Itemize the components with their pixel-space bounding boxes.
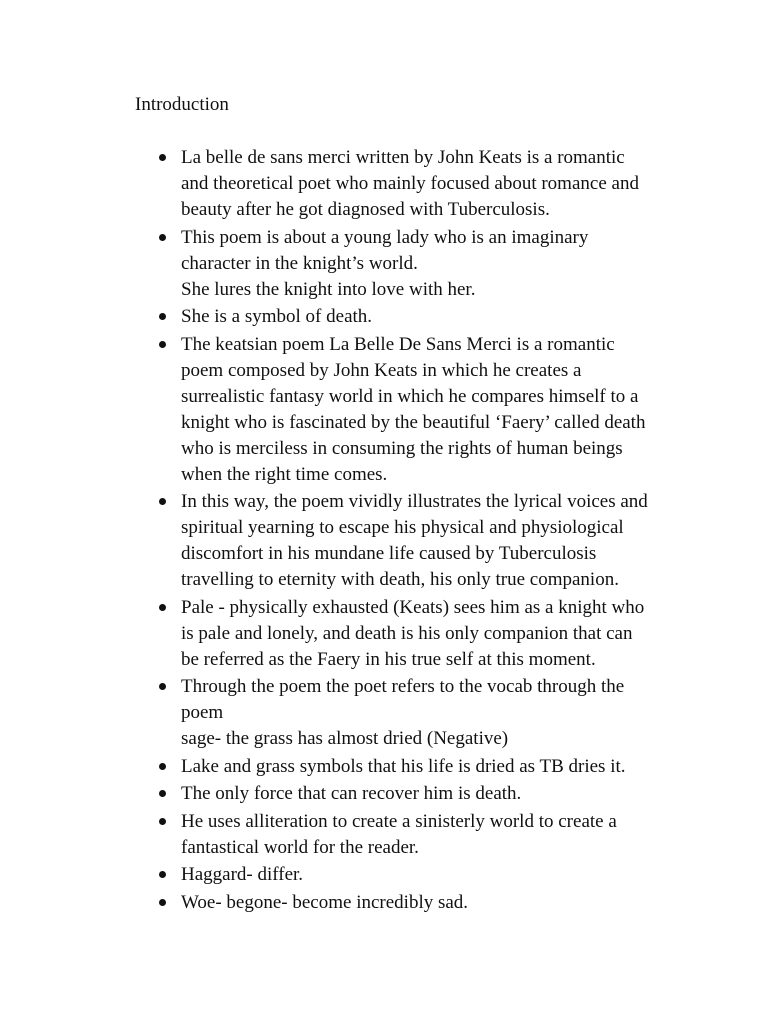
bullet-text-line: fantastical world for the reader. bbox=[181, 836, 419, 858]
bullet-text-line: when the right time comes. bbox=[181, 463, 388, 485]
list-item bbox=[0, 332, 681, 488]
bullet-text-line: The only force that can recover him is death. bbox=[181, 783, 522, 804]
bullet-text-line: sage- the grass has almost dried (Negative) bbox=[181, 728, 509, 749]
list-item bbox=[0, 674, 681, 752]
bullet-text-line: This poem is about a young lady who is an imaginary bbox=[181, 226, 589, 248]
bullet-dot-icon bbox=[159, 498, 166, 505]
bullet-dot-icon bbox=[159, 604, 166, 611]
bullet-text-line: character in the knight’s world. bbox=[181, 252, 418, 274]
list-item bbox=[0, 890, 681, 916]
bullet-text-line: knight who is fascinated by the beautiful ‘Faery’ called death bbox=[181, 411, 646, 433]
bullet-text-line: La belle de sans merci written by John Keats is a romantic bbox=[181, 147, 625, 168]
bullet-list bbox=[0, 145, 768, 917]
bullet-text-line: and theoretical poet who mainly focused about romance and bbox=[181, 173, 639, 194]
bullet-text-line: The keatsian poem La Belle De Sans Merci is a romantic bbox=[181, 333, 615, 355]
bullet-dot-icon bbox=[159, 899, 166, 906]
bullet-text-line: She is a symbol of death. bbox=[181, 306, 373, 327]
bullet-dot-icon bbox=[159, 313, 166, 320]
bullet-text-line: spiritual yearning to escape his physical and physiological bbox=[181, 517, 624, 538]
bullet-text-line: poem composed by John Keats in which he creates a bbox=[181, 359, 582, 381]
bullet-text-line: In this way, the poem vividly illustrates the lyrical voices and bbox=[181, 491, 648, 512]
bullet-text-line: He uses alliteration to create a sinisterly world to create a bbox=[181, 810, 617, 832]
bullet-dot-icon bbox=[159, 154, 166, 161]
bullet-text-line: She lures the knight into love with her. bbox=[181, 278, 476, 300]
list-item bbox=[0, 145, 681, 223]
bullet-text-line: beauty after he got diagnosed with Tuberculosis. bbox=[181, 199, 550, 220]
bullet-text-line: discomfort in his mundane life caused by Tuberculosis bbox=[181, 543, 597, 564]
bullet-dot-icon bbox=[159, 818, 166, 825]
section-heading: Introduction bbox=[135, 94, 229, 115]
list-item bbox=[0, 225, 681, 303]
bullet-text-line: is pale and lonely, and death is his only companion that can bbox=[181, 622, 633, 644]
bullet-text-line: Pale - physically exhausted (Keats) sees him as a knight who bbox=[181, 596, 645, 618]
bullet-dot-icon bbox=[159, 234, 166, 241]
bullet-text-line: Woe- begone- become incredibly sad. bbox=[181, 891, 469, 913]
bullet-text-line: Lake and grass symbols that his life is dried as TB dries it. bbox=[181, 755, 626, 777]
bullet-text-line: Haggard- differ. bbox=[181, 864, 304, 885]
bullet-text-line: travelling to eternity with death, his only true companion. bbox=[181, 569, 619, 590]
bullet-text-line: who is merciless in consuming the rights of human beings bbox=[181, 437, 623, 459]
list-item bbox=[0, 754, 681, 780]
bullet-dot-icon bbox=[159, 341, 166, 348]
list-item bbox=[0, 781, 681, 807]
bullet-dot-icon bbox=[159, 683, 166, 690]
bullet-text-line: Through the poem the poet refers to the vocab through the bbox=[181, 676, 625, 697]
bullet-text-line: poem bbox=[181, 702, 224, 723]
bullet-dot-icon bbox=[159, 871, 166, 878]
list-item bbox=[0, 809, 681, 861]
bullet-dot-icon bbox=[159, 790, 166, 797]
bullet-text-line: be referred as the Faery in his true self at this moment. bbox=[181, 648, 596, 670]
list-item bbox=[0, 489, 681, 593]
bullet-text-line: surrealistic fantasy world in which he compares himself to a bbox=[181, 385, 639, 407]
list-item bbox=[0, 862, 681, 888]
bullet-dot-icon bbox=[159, 763, 166, 770]
list-item bbox=[0, 595, 681, 673]
list-item bbox=[0, 304, 681, 330]
